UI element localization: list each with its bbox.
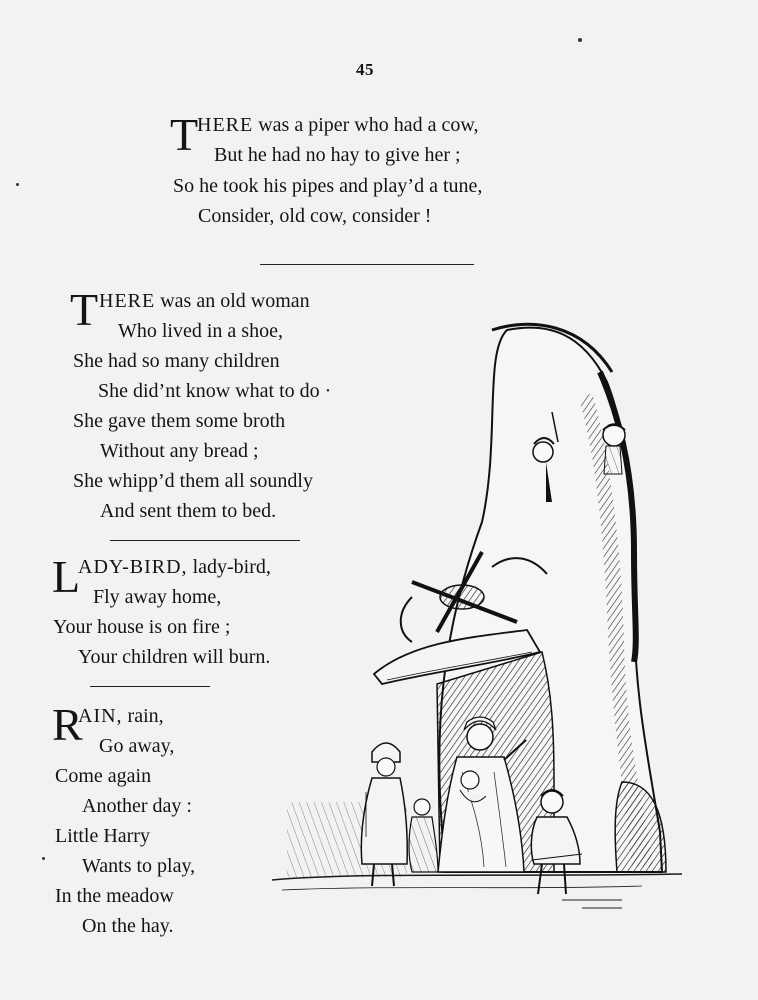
dropcap: L <box>52 551 81 602</box>
first-line-rest: was an old woman <box>155 290 310 312</box>
poem-line: She whipp’d them all soundly <box>73 470 313 492</box>
first-line-rest: rain, <box>122 705 164 727</box>
poem-line: Your house is on fire ; <box>53 616 231 638</box>
first-line-rest: was a piper who had a cow, <box>253 114 479 136</box>
dropcap: T <box>70 284 99 335</box>
poem-line <box>78 705 164 728</box>
poem-line: On the hay. <box>82 915 174 937</box>
section-divider <box>260 264 474 265</box>
page-speck <box>42 857 45 860</box>
poem-line: Wants to play, <box>82 855 196 877</box>
poem-line: Go away, <box>99 735 175 757</box>
poem-line: Come again <box>55 765 152 787</box>
poem-line: And sent them to bed. <box>100 500 277 522</box>
poem-line: But he had no hay to give her ; <box>214 144 461 166</box>
first-word-caps: ADY-BIRD, <box>78 556 188 578</box>
first-word-caps: HERE <box>197 114 254 136</box>
poem-line: So he took his pipes and play’d a tune, <box>173 175 483 197</box>
page-speck <box>16 183 19 186</box>
section-divider <box>90 686 210 687</box>
poem-line: She gave them some broth <box>73 410 286 432</box>
shoe-house-illustration <box>262 312 692 932</box>
poem-line: She did’nt know what to do · <box>98 380 332 402</box>
poem-line: Consider, old cow, consider ! <box>198 205 432 227</box>
dropcap: T <box>170 109 199 160</box>
page-number: 45 <box>356 60 374 79</box>
poem-line: Fly away home, <box>93 586 222 608</box>
dropcap: R <box>52 699 83 750</box>
poem-line: She had so many children <box>73 350 280 372</box>
poem-line: In the meadow <box>55 885 174 907</box>
first-word-caps: HERE <box>99 290 156 312</box>
poem-line: Your children will burn. <box>78 646 271 668</box>
poem-line <box>78 556 271 579</box>
poem-line: Little Harry <box>55 825 150 847</box>
poem-line <box>197 114 479 137</box>
poem-line: Another day : <box>82 795 192 817</box>
first-word-caps: AIN, <box>78 705 123 727</box>
first-line-rest: lady-bird, <box>187 556 271 578</box>
poem-line: Without any bread ; <box>100 440 259 462</box>
poem-line <box>99 290 310 313</box>
poem-line: Who lived in a shoe, <box>118 320 283 342</box>
page-speck <box>578 38 582 42</box>
